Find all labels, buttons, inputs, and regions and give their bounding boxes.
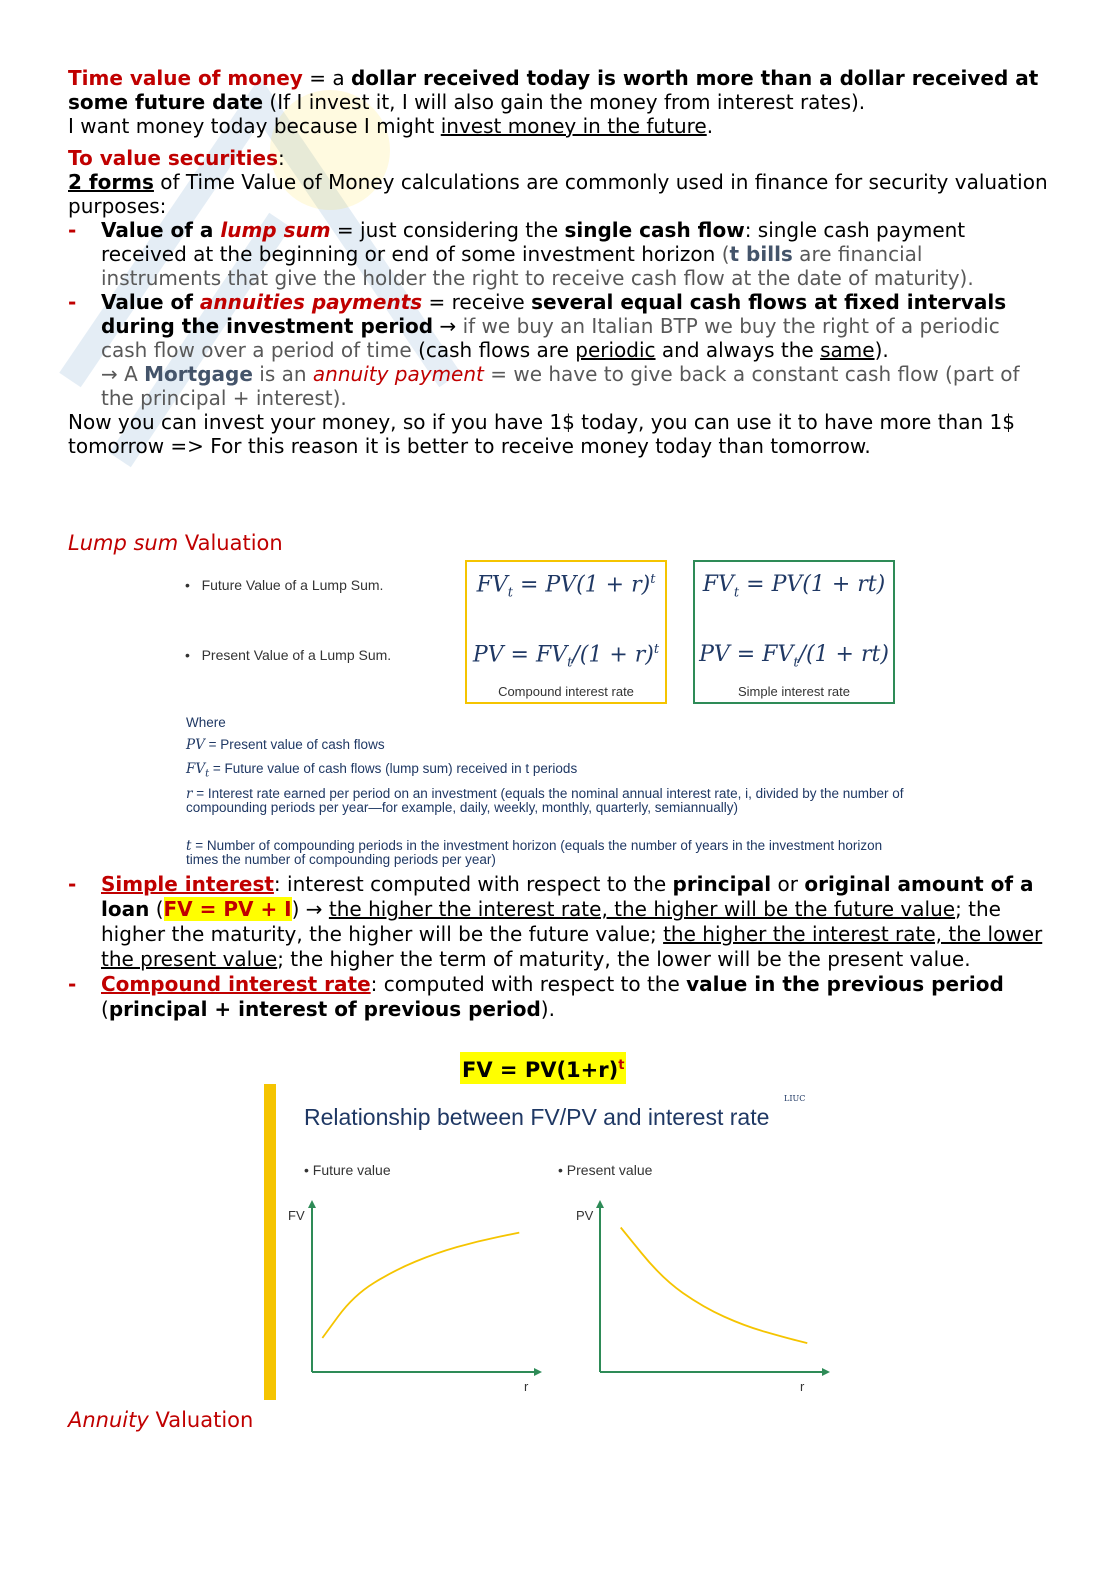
bullet-simple-interest: - Simple interest: interest computed with respect to the principal or original amount of a loan (FV = PV + I) → the higher the interest rate, the higher will be the future value; the higher the maturity, the higher will be the future value; the higher the interest rate, the lower the present value; the higher the term of maturity, the lower will be the present value. [68,872,1043,971]
def-r: r = Interest rate earned per period on an investment (equals the nominal annual interest rate, i, divided by the number of compounding periods per year—for example, daily, weekly, monthly, quarterly, semiannually) [186,786,904,815]
simple-formula-box: $FV_t = PV(1 + rt)$ PV = $FV_t/(1 + rt)$ Simple interest rate [693,560,895,704]
pv-subtitle: • Present value [558,1162,653,1178]
annuity-heading: Annuity Valuation [68,1408,254,1432]
closing-paragraph: Now you can invest your money, so if you have 1$ today, you can use it to have more than 1$ tomorrow => For this reason it is better to receive money today than tomorrow. [68,410,1015,458]
chart-1-curve [621,1228,808,1344]
slide-title: Relationship between FV/PV and interest rate [304,1104,770,1130]
term-time-value: Time value of money [68,66,303,90]
bullet-annuities: - Value of annuities payments = receive several equal cash flows at fixed intervals during the investment period → if we buy an Italian BTP we buy the right of a periodic cash flow over a period of time (cash flows are periodic and always the same). → A Mortgage is an annuity payment = we have to give back a constant cash flow (part of the principal + interest). [68,290,1020,410]
chart-0-x-arrow [534,1368,542,1376]
lump-sum-heading: Lump sum Valuation [68,531,283,555]
fv-pv-charts [264,1084,844,1400]
chart-0-curve [322,1233,519,1338]
pv-x-label: r [800,1379,805,1394]
bullet-lump-sum: - Value of a lump sum = just considering the single cash flow: single cash payment received at the beginning or end of some investment horizon (t bills are financial instruments that give the holder the right to receive cash flow at the date of maturity). [68,218,974,290]
lump-sum-formulas [180,557,940,877]
fv-x-label: r [524,1379,529,1394]
intro-paragraph: Time value of money = a dollar received today is worth more than a dollar received at some future date (If I invest it, I will also gain the money from interest rates). I want money today because I might invest money in the future. [68,66,1039,138]
chart-0-y-arrow [308,1200,316,1208]
def-fv: $FV_t$ = Future value of cash flows (lump sum) received in t periods [186,761,578,780]
fv-lump-item: • Future Value of a Lump Sum. [185,577,384,593]
securities-heading: To value securities: [68,146,285,170]
def-pv: PV = Present value of cash flows [186,737,385,753]
chart-1-y-arrow [596,1200,604,1208]
pv-lump-item: • Present Value of a Lump Sum. [185,647,392,663]
compound-formula: FV = $PV(1+r)^t$ [460,1052,626,1084]
pv-axis-label: PV [576,1208,594,1223]
interest-section [68,872,1048,1022]
fv-axis-label: FV [288,1208,305,1223]
bullet-compound-interest: - Compound interest rate: computed with respect to the value in the previous period (principal + interest of previous period). [68,972,1004,1021]
fv-subtitle: • Future value [304,1162,391,1178]
slide-logo: LIUC [784,1094,806,1103]
intro-section [68,66,1048,458]
where-label: Where [186,715,226,730]
compound-formula-box: $FV_t = PV(1 + r)^t$ PV = $FV_t/(1 + r)^t$ Compound interest rate [465,560,667,704]
forms-paragraph: 2 forms of Time Value of Money calculations are commonly used in finance for security valuation purposes: [68,170,1048,218]
chart-1-x-arrow [822,1368,830,1376]
fv-pv-slide [264,1084,844,1400]
def-t: t = Number of compounding periods in the investment horizon (equals the number of years in the investment horizon times the number of compounding periods per year) [186,838,883,867]
